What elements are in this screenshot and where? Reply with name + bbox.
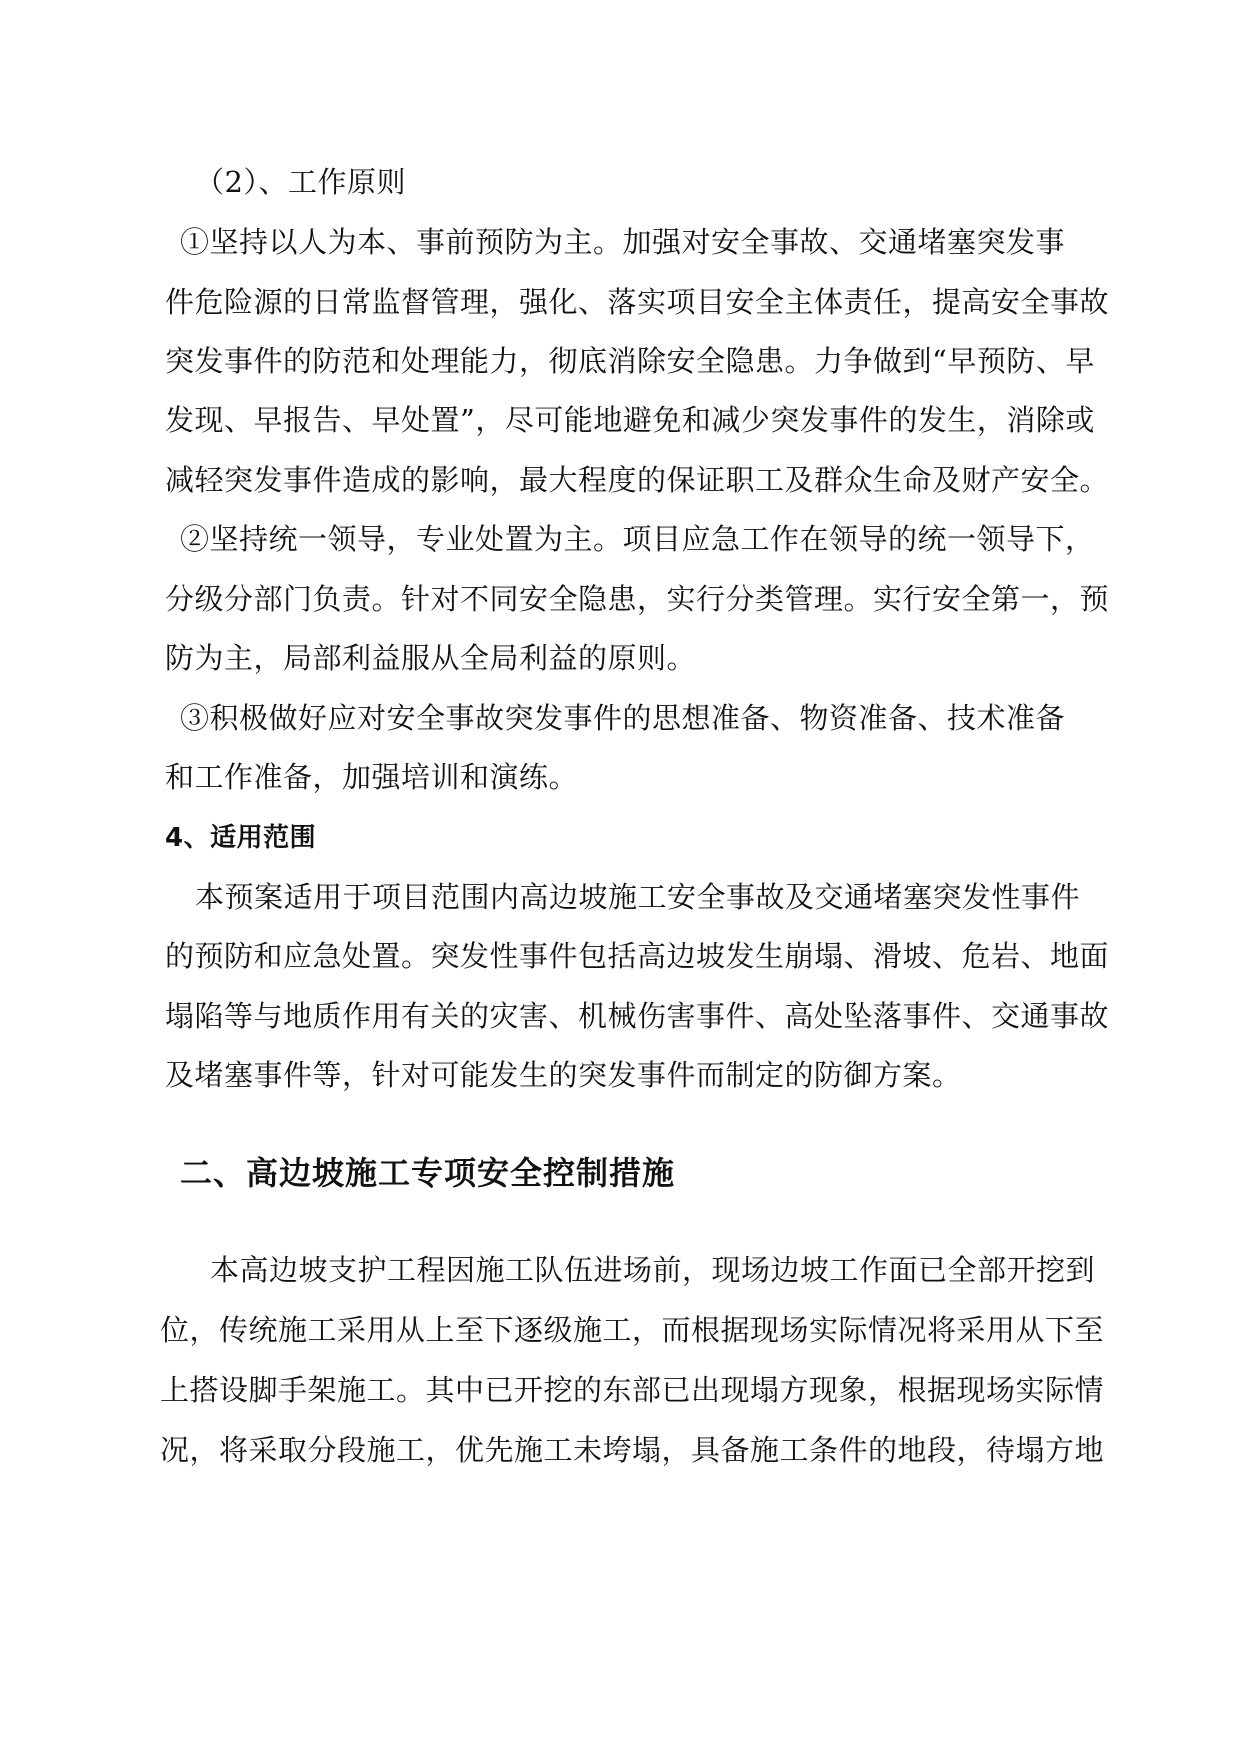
scope-line-4: 及堵塞事件等，针对可能发生的突发事件而制定的防御方案。 [165, 1058, 962, 1092]
principle-3-line-1: ③积极做好应对安全事故突发事件的思想准备、物资准备、技术准备 [180, 701, 1066, 735]
section-2-line-4: 况，将采取分段施工，优先施工未垮塌，具备施工条件的地段，待塌方地 [160, 1433, 1105, 1467]
heading-scope: 4、适用范围 [165, 823, 317, 853]
principle-1-line-2: 件危险源的日常监督管理，强化、落实项目安全主体责任，提高安全事故 [165, 285, 1110, 319]
principle-3-line-2: 和工作准备，加强培训和演练。 [165, 760, 579, 794]
section-2-line-3: 上搭设脚手架施工。其中已开挖的东部已出现塌方现象，根据现场实际情 [160, 1373, 1105, 1407]
scope-line-3: 塌陷等与地质作用有关的灾害、机械伤害事件、高处坠落事件、交通事故 [165, 999, 1110, 1033]
section-2-line-1: 本高边坡支护工程因施工队伍进场前，现场边坡工作面已全部开挖到 [210, 1253, 1096, 1287]
section-2-title: 二、高边坡施工专项安全控制措施 [180, 1154, 676, 1192]
principle-2-line-1: ②坚持统一领导，专业处置为主。项目应急工作在领导的统一领导下， [180, 522, 1095, 556]
section-2-line-2: 位，传统施工采用从上至下逐级施工，而根据现场实际情况将采用从下至 [160, 1313, 1105, 1347]
scope-line-1: 本预案适用于项目范围内高边坡施工安全事故及交通堵塞突发性事件 [195, 880, 1081, 914]
principle-1-line-4: 发现、早报告、早处置”，尽可能地避免和减少突发事件的发生，消除或 [165, 403, 1095, 437]
principle-1-line-5: 减轻突发事件造成的影响，最大程度的保证职工及群众生命及财产安全。 [165, 463, 1110, 497]
principle-2-line-3: 防为主，局部利益服从全局利益的原则。 [165, 641, 697, 675]
principle-1-line-1: ①坚持以人为本、事前预防为主。加强对安全事故、交通堵塞突发事 [180, 225, 1066, 259]
subheading-work-principles: （2）、工作原则 [195, 165, 406, 199]
principle-2-line-2: 分级分部门负责。针对不同安全隐患，实行分类管理。实行安全第一，预 [165, 582, 1110, 616]
scope-line-2: 的预防和应急处置。突发性事件包括高边坡发生崩塌、滑坡、危岩、地面 [165, 939, 1110, 973]
principle-1-line-3: 突发事件的防范和处理能力，彻底消除安全隐患。力争做到“早预防、早 [165, 344, 1095, 378]
